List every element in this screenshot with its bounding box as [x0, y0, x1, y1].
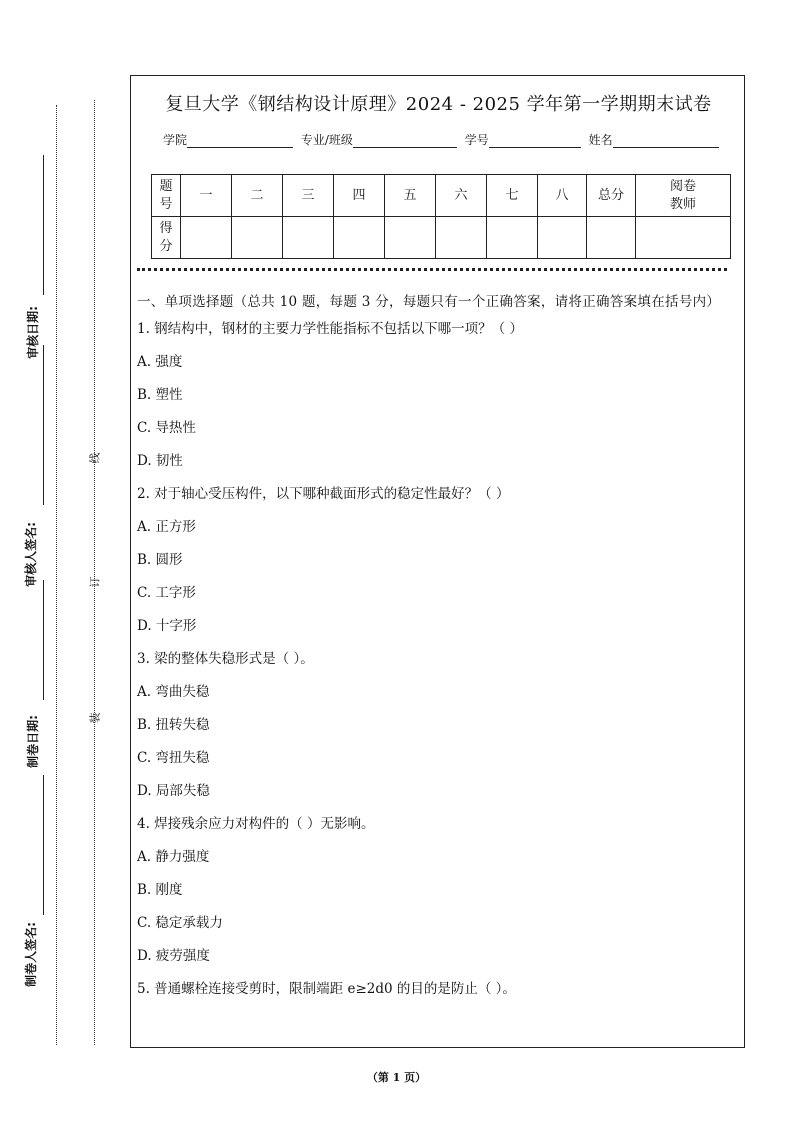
exam-page-frame	[130, 75, 745, 1048]
question-stem: 4. 焊接残余应力对构件的（ ）无影响。	[137, 816, 375, 832]
score-table-cell: 七	[487, 175, 538, 217]
score-table-cell: 题 号	[152, 175, 181, 217]
question-stem: 2. 对于轴心受压构件，以下哪种截面形式的稳定性最好？（ ）	[137, 486, 510, 502]
paper-author-signature-label: 制卷人签名:	[23, 922, 38, 987]
score-input-cell[interactable]	[538, 217, 587, 259]
answer-option: D. 韧性	[137, 453, 183, 469]
student-id-label: 学号	[464, 133, 489, 147]
question-list	[137, 319, 737, 1012]
reviewer-signature-field[interactable]	[43, 345, 44, 505]
score-table-cell: 八	[538, 175, 587, 217]
score-input-cell[interactable]	[385, 217, 436, 259]
name-field[interactable]	[613, 135, 719, 148]
dotted-divider	[137, 268, 727, 271]
score-table-cell: 四	[334, 175, 385, 217]
score-table-cell: 六	[436, 175, 487, 217]
dotted-line-left	[56, 105, 57, 1045]
answer-option: D. 十字形	[137, 618, 197, 634]
question-stem: 3. 梁的整体失稳形式是（ ）。	[137, 651, 314, 667]
score-input-cell[interactable]	[334, 217, 385, 259]
paper-date-field[interactable]	[43, 580, 44, 700]
score-input-cell[interactable]	[232, 217, 283, 259]
answer-option: B. 扭转失稳	[137, 717, 210, 733]
major-class-field[interactable]	[353, 135, 457, 148]
answer-option: C. 工字形	[137, 585, 196, 601]
paper-date-label: 制卷日期:	[25, 715, 40, 768]
review-date-label: 审核日期:	[25, 306, 40, 359]
score-table	[151, 174, 731, 259]
question-stem: 5. 普通螺栓连接受剪时，限制端距 e≥2d0 的目的是防止（ ）。	[137, 981, 516, 997]
score-table-cell: 一	[181, 175, 232, 217]
answer-option: B. 圆形	[137, 552, 183, 568]
score-table-score-row	[152, 217, 731, 259]
binding-mark-line: 线	[88, 452, 102, 464]
student-info-row	[163, 131, 723, 148]
score-input-cell[interactable]	[283, 217, 334, 259]
answer-option: A. 正方形	[137, 519, 196, 535]
answer-option: A. 弯曲失稳	[137, 684, 210, 700]
answer-option: C. 导热性	[137, 420, 196, 436]
major-class-label: 专业/班级	[300, 133, 353, 147]
name-label: 姓名	[588, 133, 613, 147]
score-table-cell: 五	[385, 175, 436, 217]
score-table-cell: 总分	[587, 175, 636, 217]
page-number: （第 1 页）	[366, 1071, 427, 1084]
paper-author-signature-field[interactable]	[43, 775, 44, 915]
college-field[interactable]	[187, 135, 293, 148]
answer-option: A. 强度	[137, 354, 183, 370]
score-input-cell[interactable]	[436, 217, 487, 259]
answer-option: A. 静力强度	[137, 849, 210, 865]
score-table-header-row	[152, 175, 731, 217]
section-heading: 一、单项选择题（总共 10 题，每题 3 分，每题只有一个正确答案，请将正确答案填在括号内）	[137, 294, 721, 310]
answer-option: D. 疲劳强度	[137, 948, 210, 964]
binding-mark-staple: 订	[88, 576, 102, 588]
score-input-cell[interactable]	[181, 217, 232, 259]
binding-mark-bind: 装	[88, 712, 102, 724]
score-input-cell[interactable]	[636, 217, 731, 259]
answer-option: B. 塑性	[137, 387, 183, 403]
student-id-field[interactable]	[489, 135, 581, 148]
reviewer-signature-label: 审核人签名:	[23, 522, 38, 587]
college-label: 学院	[163, 133, 188, 147]
review-date-field[interactable]	[43, 155, 44, 295]
answer-option: C. 弯扭失稳	[137, 750, 210, 766]
answer-option: C. 稳定承载力	[137, 915, 223, 931]
question-content	[137, 291, 737, 1012]
answer-option: D. 局部失稳	[137, 783, 210, 799]
dotted-line-right	[94, 100, 95, 1045]
score-table-cell: 得 分	[152, 217, 181, 259]
binding-margin	[0, 0, 130, 1122]
question-stem: 1. 钢结构中，钢材的主要力学性能指标不包括以下哪一项？（ ）	[137, 321, 523, 337]
score-input-cell[interactable]	[587, 217, 636, 259]
score-table-cell: 阅卷 教师	[636, 175, 731, 217]
exam-title: 复旦大学《钢结构设计原理》2024 - 2025 学年第一学期期末试卷	[165, 94, 712, 115]
score-table-cell: 三	[283, 175, 334, 217]
answer-option: B. 刚度	[137, 882, 183, 898]
score-input-cell[interactable]	[487, 217, 538, 259]
score-table-cell: 二	[232, 175, 283, 217]
